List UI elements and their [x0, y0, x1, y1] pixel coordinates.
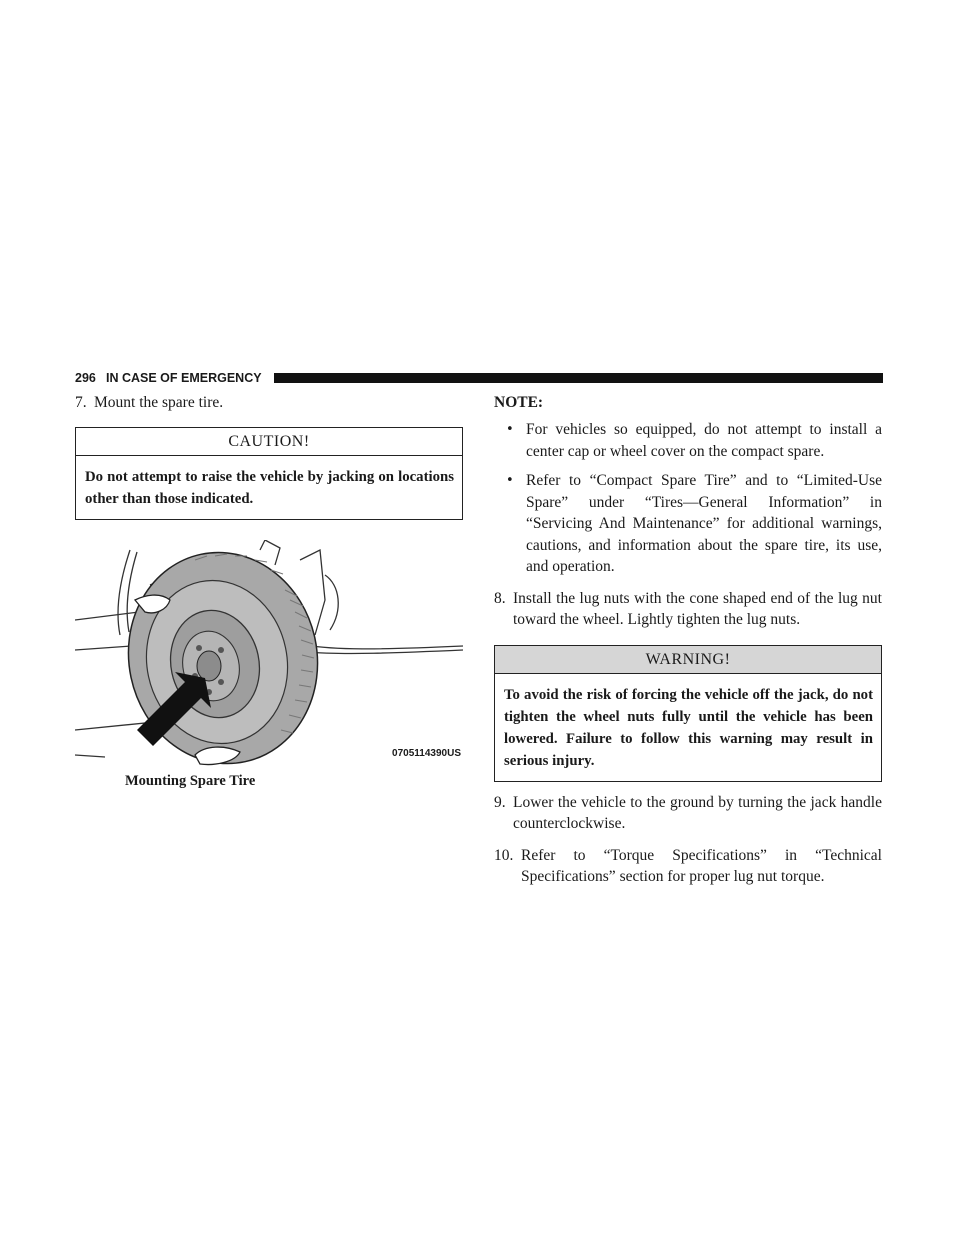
note-bullet-2-text: Refer to “Compact Spare Tire” and to “Limited-Use Spare” under “Tires—General Information” in “Servicing And Maintenance” for additional warnings, cautions, and information about the spare tire, its use, and operation.: [526, 472, 882, 575]
figure-caption: Mounting Spare Tire: [125, 772, 256, 789]
step-10-number: 10.: [494, 846, 514, 864]
left-column: [75, 392, 463, 790]
note-bullet-2: [494, 470, 882, 578]
step-8-text: Install the lug nuts with the cone shaped end of the lug nut toward the wheel. Lightly tighten the lug nuts.: [513, 589, 882, 628]
step-9-text: Lower the vehicle to the ground by turning the jack handle counterclockwise.: [513, 793, 882, 832]
bullet-icon: •: [506, 473, 514, 488]
page-number: 296: [75, 371, 96, 385]
step-8: [494, 588, 882, 631]
caution-body: Do not attempt to raise the vehicle by jacking on locations other than those indicated.: [85, 468, 454, 507]
note-bullet-1: [494, 419, 882, 462]
warning-body: To avoid the risk of forcing the vehicle off the jack, do not tighten the wheel nuts fully until the vehicle has been lowered. Failure to follow this warning may result in serious injury.: [504, 686, 873, 769]
spare-tire-figure: [75, 540, 463, 770]
section-title: IN CASE OF EMERGENCY: [106, 371, 262, 385]
page-header: [75, 371, 883, 385]
step-8-number: 8.: [494, 589, 506, 607]
caution-box: [75, 427, 463, 520]
caution-title: CAUTION!: [76, 428, 462, 456]
header-rule: [274, 373, 883, 383]
step-7-number: 7.: [75, 394, 87, 411]
step-9-number: 9.: [494, 793, 506, 811]
step-10-text: Refer to “Torque Specifications” in “Technical Specifications” section for proper lug nut torque.: [521, 846, 882, 885]
note-label: NOTE:: [494, 394, 544, 411]
figure-code: 0705114390US: [392, 747, 461, 759]
warning-box: [494, 645, 882, 782]
step-9: [494, 792, 882, 835]
note-bullet-1-text: For vehicles so equipped, do not attempt to install a center cap or wheel cover on the compact spare.: [526, 421, 882, 460]
bullet-icon: •: [506, 422, 514, 437]
step-7: [75, 392, 463, 414]
warning-title: WARNING!: [495, 646, 881, 674]
step-7-text: Mount the spare tire.: [94, 394, 224, 411]
spare-tire-illustration: [75, 540, 463, 770]
step-10: [494, 845, 882, 888]
right-column: [494, 392, 882, 888]
